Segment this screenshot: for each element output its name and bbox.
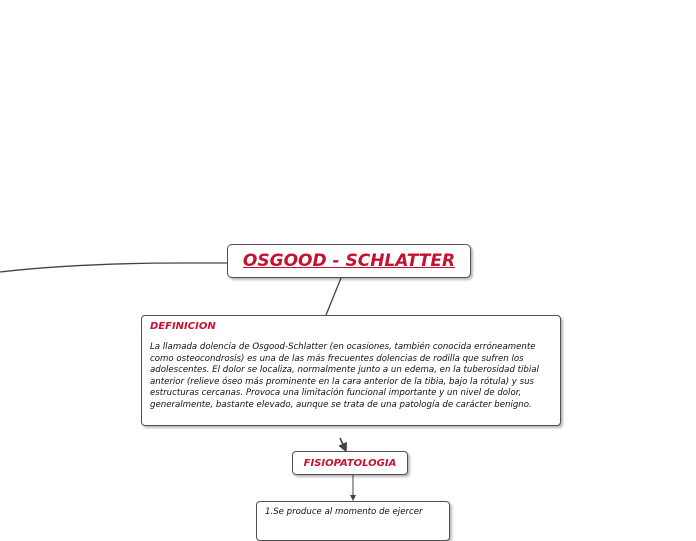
fisiopatologia-point-node[interactable] — [256, 501, 450, 541]
definicion-text: La llamada dolencia de Osgood-Schlatter (en ocasiones, también conocida erróneamente como osteocondrosis) es una de las más frecuentes dolencias de rodilla que sufren los adolescentes. El dolor se localiza, normalmente junto a un edema, en la tuberosidad tibial anterior (relieve óseo más prominente en la cara anterior de la tibia, bajo la rótula) y sus estructuras cercanas. Provoca una limitación funcional importante y un nivel de dolor, generalmente, bastante elevado, aunque se trata de una patología de carácter benigno. — [150, 342, 539, 410]
definicion-node[interactable] — [141, 315, 561, 426]
central-topic-title: OSGOOD - SCHLATTER — [242, 251, 456, 271]
connector-central-to-left-branch — [0, 263, 228, 272]
fisiopatologia-title: FISIOPATOLOGIA — [303, 457, 397, 469]
connector-central-to-definicion — [326, 278, 341, 315]
central-topic-node[interactable] — [227, 244, 471, 278]
fisiopatologia-node[interactable] — [292, 451, 408, 475]
fisiopatologia-point-text: 1.Se produce al momento de ejercer — [265, 507, 423, 517]
connector-definicion-to-fisiopatologia — [340, 438, 346, 451]
definicion-title: DEFINICION — [150, 321, 216, 332]
